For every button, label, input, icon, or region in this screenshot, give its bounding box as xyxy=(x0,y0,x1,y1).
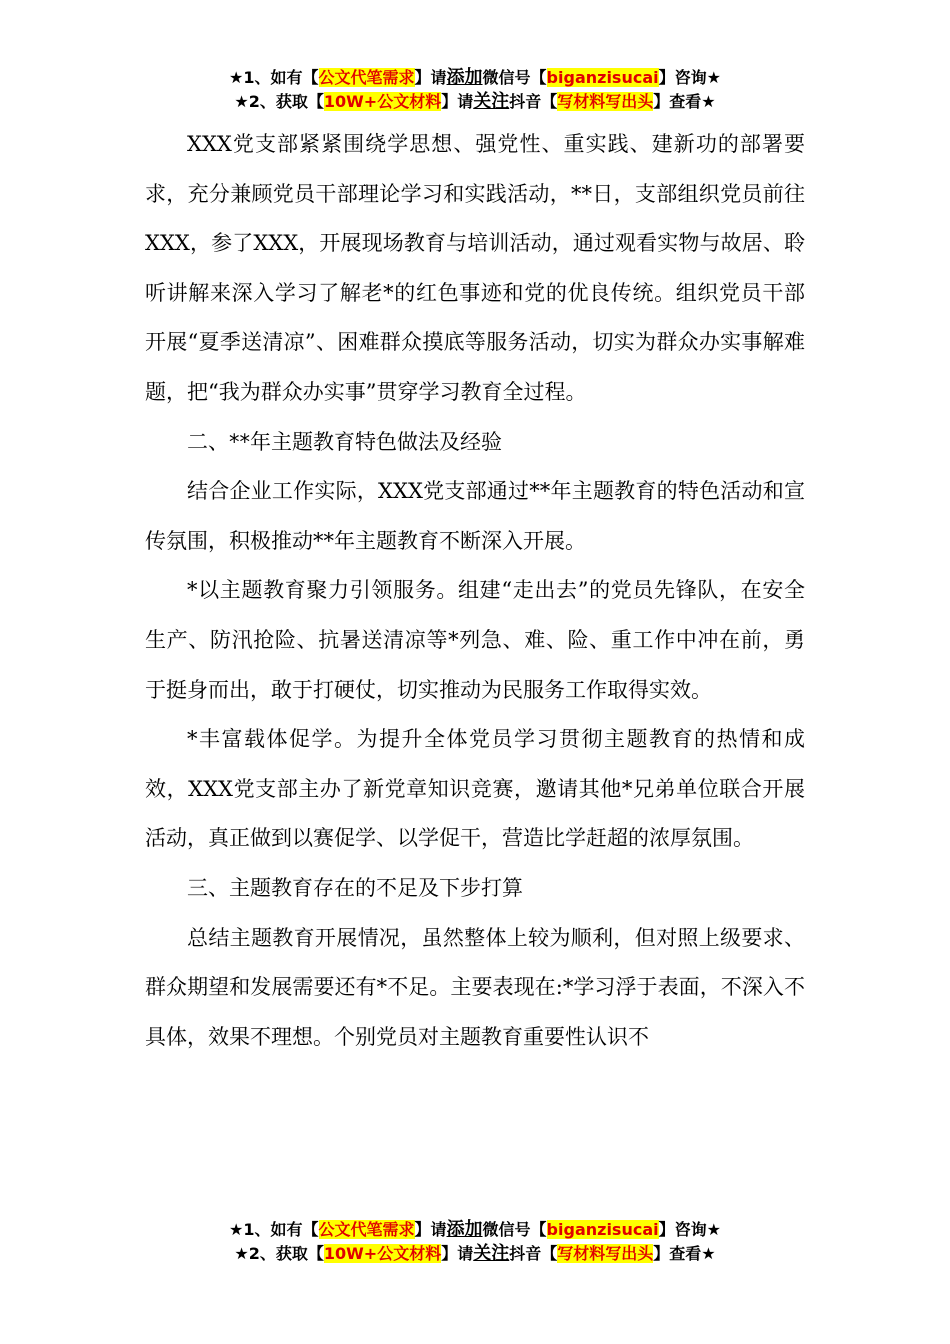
banner-highlight: 10W+公文材料 xyxy=(323,1244,442,1263)
banner-text: 】查看★ xyxy=(653,1244,716,1263)
banner-highlight: 写材料写出头 xyxy=(557,92,654,111)
paragraph: 总结主题教育开展情况，虽然整体上较为顺利，但对照上级要求、群众期望和发展需要还有*不足。主要表现在:*学习浮于表面，不深入不具体，效果不理想。个别党员对主题教育重要性认识不 xyxy=(145,925,805,1049)
paragraph: *丰富载体促学。为提升全体党员学习贯彻主题教育的热情和成效，XXX党支部主办了新党章知识竞赛，邀请其他*兄弟单位联合开展活动，真正做到以赛促学、以学促干，营造比学赶超的浓厚氛围。 xyxy=(145,727,805,851)
paragraph: XXX党支部紧紧围绕学思想、强党性、重实践、建新功的部署要求，充分兼顾党员干部理论学习和实践活动，**日，支部组织党员前往XXX，参了XXX，开展现场教育与培训活动，通过观看实物与故居、聆听讲解来深入学习了解老*的红色事迹和党的优良传统。组织党员干部开展“夏季送清凉”、困难群众摸底等服务活动，切实为群众办实事解难题，把“我为群众办实事”贯穿学习教育全过程。 xyxy=(145,132,805,404)
banner-text: 抖音【 xyxy=(509,1244,558,1263)
banner-text: 】请 xyxy=(414,68,447,87)
banner-text: 微信号【 xyxy=(482,68,547,87)
banner-text: ★1、如有【 xyxy=(229,1220,319,1239)
banner-text: 抖音【 xyxy=(509,92,558,111)
banner-text: 】咨询★ xyxy=(658,68,721,87)
paragraph: *以主题教育聚力引领服务。组建“走出去”的党员先锋队，在安全生产、防汛抢险、抗暑送清凉等*列急、难、险、重工作中冲在前，勇于挺身而出，敢于打硬仗，切实推动为民服务工作取得实效。 xyxy=(145,578,805,702)
banner-text: 微信号【 xyxy=(482,1220,547,1239)
banner-text: 】请 xyxy=(441,92,474,111)
banner-text: ★2、获取【 xyxy=(234,1244,324,1263)
banner-highlight: 公文代笔需求 xyxy=(318,1220,415,1239)
banner-highlight: 10W+公文材料 xyxy=(323,92,442,111)
banner-text: 】请 xyxy=(414,1220,447,1239)
banner-underline: 添加 xyxy=(446,67,483,88)
banner-line-2 xyxy=(0,1242,950,1266)
banner-text: 】请 xyxy=(441,1244,474,1263)
banner-underline: 关注 xyxy=(473,1243,510,1264)
banner-highlight: biganzisucai xyxy=(546,68,659,87)
section-heading: 二、**年主题教育特色做法及经验 xyxy=(187,429,502,454)
header-banner xyxy=(0,66,950,114)
section-heading: 三、主题教育存在的不足及下步打算 xyxy=(187,875,523,900)
banner-line-1 xyxy=(0,66,950,90)
banner-underline: 关注 xyxy=(473,91,510,112)
banner-text: ★1、如有【 xyxy=(229,68,319,87)
footer-banner xyxy=(0,1218,950,1266)
banner-text: ★2、获取【 xyxy=(234,92,324,111)
banner-text: 】咨询★ xyxy=(658,1220,721,1239)
paragraph: 结合企业工作实际，XXX党支部通过**年主题教育的特色活动和宣传氛围，积极推动**年主题教育不断深入开展。 xyxy=(145,479,805,553)
banner-line-1 xyxy=(0,1218,950,1242)
banner-highlight: biganzisucai xyxy=(546,1220,659,1239)
banner-highlight: 公文代笔需求 xyxy=(318,68,415,87)
banner-line-2 xyxy=(0,90,950,114)
banner-highlight: 写材料写出头 xyxy=(557,1244,654,1263)
document-body xyxy=(145,120,805,1062)
banner-underline: 添加 xyxy=(446,1219,483,1240)
banner-text: 】查看★ xyxy=(653,92,716,111)
